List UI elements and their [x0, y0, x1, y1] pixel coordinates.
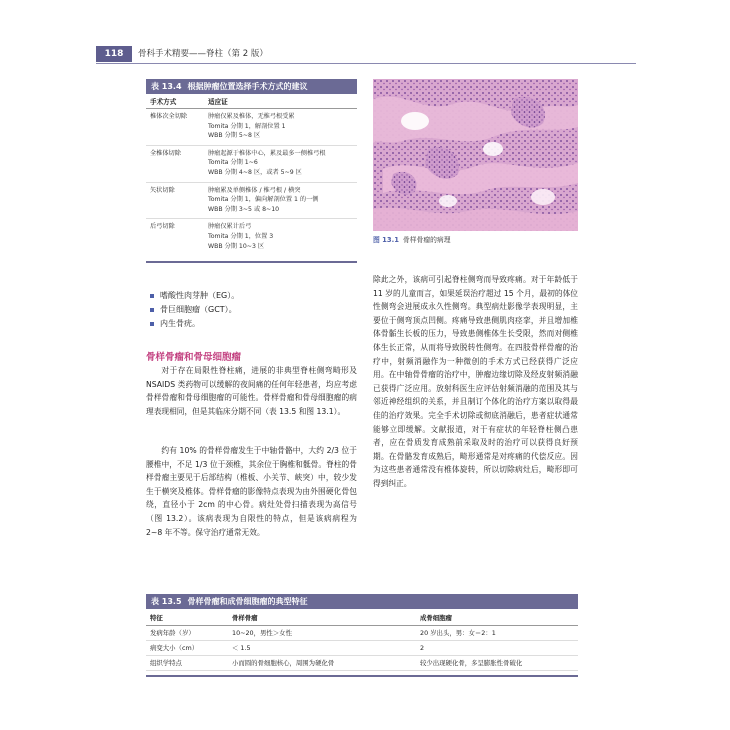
table-cell: 发病年龄（岁） [150, 629, 195, 637]
indication-line: Tomita 分期 1，解剖位置 1 [208, 122, 286, 130]
table-cell: 2 [420, 644, 425, 652]
body-paragraph: 约有 10% 的骨样骨瘤发生于中轴骨骼中，大约 2/3 位于腰椎中，不足 1/3 位于颈椎，其余位于胸椎和骶骨。脊柱的骨样骨瘤主要见于后部结构（椎板、小关节、峡突）中，较少发生于横突及椎体。骨样骨瘤的影像特点表现为由外围硬化骨包绕，直径小于 2cm 的中心骨。病灶处骨扫描表现为高信号（图 13.2）。该病表现为自限性的特点，但是该病病程为 2~8 年不等。保守治疗通常无效。 [146, 446, 357, 537]
indication-line: 肿瘤仅累计后弓 [208, 223, 252, 231]
table-row [146, 219, 357, 255]
table-cell-indication [208, 149, 357, 178]
table-cell-indication [208, 222, 357, 251]
table-row [146, 146, 357, 183]
running-title: 骨科手术精要——脊柱（第 2 版） [138, 49, 268, 59]
indication-line: Tomita 分期 1，偏向解剖位置 1 的一侧 [208, 196, 319, 204]
table-title: 骨样骨瘤和成骨细胞瘤的典型特征 [187, 597, 308, 606]
indication-line: 肿瘤起源于椎体中心，累及最多一侧椎弓根 [208, 149, 326, 157]
table-cell: 病变大小（cm） [150, 644, 199, 652]
table-number: 表 13.5 [151, 597, 182, 606]
bullet-icon [150, 322, 154, 326]
column-header: 适应证 [208, 98, 228, 106]
table-cell: 小而圆的骨细胞核心，周围为硬化骨 [232, 659, 335, 667]
indication-line: WBB 分期 4~8 区，或者 5~9 区 [208, 168, 302, 176]
table-cell-method: 全椎体切除 [150, 149, 181, 157]
table-caption [146, 594, 578, 609]
indication-line: WBB 分期 3~5 或 8~10 [208, 205, 280, 213]
bullet-text: 嗜酸性肉芽肿（EG）。 [160, 291, 240, 300]
header-divider [96, 63, 636, 64]
table-cell-method: 椎体次全切除 [150, 113, 188, 120]
table-caption [146, 79, 357, 94]
indication-line: 肿瘤累及单侧椎体 / 椎弓根 / 横突 [208, 186, 301, 194]
bullet-text: 骨巨细胞瘤（GCT）。 [160, 305, 237, 314]
list-item [150, 317, 239, 331]
indication-line: WBB 分期 5~8 区 [208, 132, 261, 140]
table-row [146, 641, 578, 656]
table-cell: 10~20，男性＞女性 [232, 629, 292, 637]
table-header-row [146, 97, 357, 109]
pathology-micrograph [373, 79, 578, 231]
body-paragraph: 除此之外，该病可引起脊柱侧弯而导致疼痛。对于年龄低于 11 岁的儿童而言，如果延误治疗超过 15 个月，最初的体位性侧弯会进展成永久性侧弯。典型病灶影像学表现明显，主要位于侧弯顶点凹侧。疼痛导致患侧肌肉痉挛，并且增加椎体骨骺生长板的压力，导致患侧椎体生长受限，然而对侧椎体生长正常，从而将导致脱转性侧弯。在四肢骨样骨瘤的治疗中，射频消融作为一种微创的手术方式已经获得广泛应用。在中轴骨骨瘤的治疗中，肿瘤边缘切除及经皮射频消融已获得广泛应用。放射科医生应评估射频消融的范围及其与邻近神经组织的关系，并且制订个体化的治疗方案以取得最佳的治疗效果。完全手术切除或彻底消融后，患者症状通常能够立即缓解。文献报道，对于有症状的年轻脊柱侧凸患者，应在骨质发育成熟前采取及时的治疗可以获得良好预期。在骨骼发育成熟后，畸形通常是对疼痛的代偿反应。因为这些患者通常没有椎体旋转，所以切除病灶后，畸形即可得到纠正。 [373, 275, 578, 488]
table-row [146, 626, 578, 641]
section-heading: 骨样骨瘤和骨母细胞瘤 [146, 352, 242, 363]
table-cell: 组织学特点 [150, 659, 182, 667]
table-header-row [146, 611, 578, 626]
table-13-4 [146, 79, 357, 263]
table-number: 表 13.4 [151, 82, 182, 91]
table-cell: ＜ 1.5 [232, 644, 251, 652]
table-cell-method: 矢状切除 [150, 186, 175, 194]
page-number: 118 [96, 46, 132, 62]
column-header: 特征 [150, 614, 163, 622]
indication-line: WBB 分期 10~3 区 [208, 242, 265, 250]
bullet-icon [150, 308, 154, 312]
body-paragraph: 对于存在局限性脊柱痛，进展的非典型脊柱侧弯畸形及 NSAIDS 类药物可以缓解的夜间痛的任何年轻患者，均应考虑骨样骨瘤和骨母细胞瘤的可能性。骨样骨瘤和骨母细胞瘤的病理表现相同，但是其临床分期不同（表 13.5 和图 13.1）。 [146, 366, 357, 416]
indication-line: Tomita 分期 1，位置 3 [208, 232, 274, 240]
list-item [150, 303, 239, 317]
table-row [146, 656, 578, 671]
column-header: 骨样骨瘤 [232, 614, 258, 622]
bullet-list [150, 289, 239, 331]
table-title: 根据肿瘤位置选择手术方式的建议 [187, 82, 308, 91]
indication-line: Tomita 分期 1~6 [208, 159, 258, 167]
figure-caption-text: 骨样骨瘤的病理 [402, 236, 451, 244]
table-cell-indication [208, 186, 357, 215]
bullet-icon [150, 294, 154, 298]
table-13-5 [146, 594, 578, 677]
table-row [146, 109, 357, 146]
page-header [96, 46, 636, 62]
column-header: 成骨细胞瘤 [420, 614, 452, 622]
figure-label: 图 13.1 [373, 236, 399, 244]
indication-line: 肿瘤仅累及椎体，无椎弓根受累 [208, 113, 295, 120]
micrograph-image [373, 79, 578, 231]
table-cell: 20 岁出头，男：女＝2：1 [420, 629, 496, 637]
table-cell-indication [208, 112, 357, 141]
table-cell: 较少出现硬化骨，多呈膨胀性骨破化 [420, 659, 523, 667]
figure-caption [373, 234, 451, 244]
bullet-text: 内生骨疣。 [160, 319, 200, 328]
list-item [150, 289, 239, 303]
table-row [146, 183, 357, 220]
table-cell-method: 后弓切除 [150, 223, 175, 231]
table-bottom-rule [146, 675, 578, 677]
column-header: 手术方式 [150, 98, 177, 106]
table-bottom-rule [146, 261, 357, 263]
